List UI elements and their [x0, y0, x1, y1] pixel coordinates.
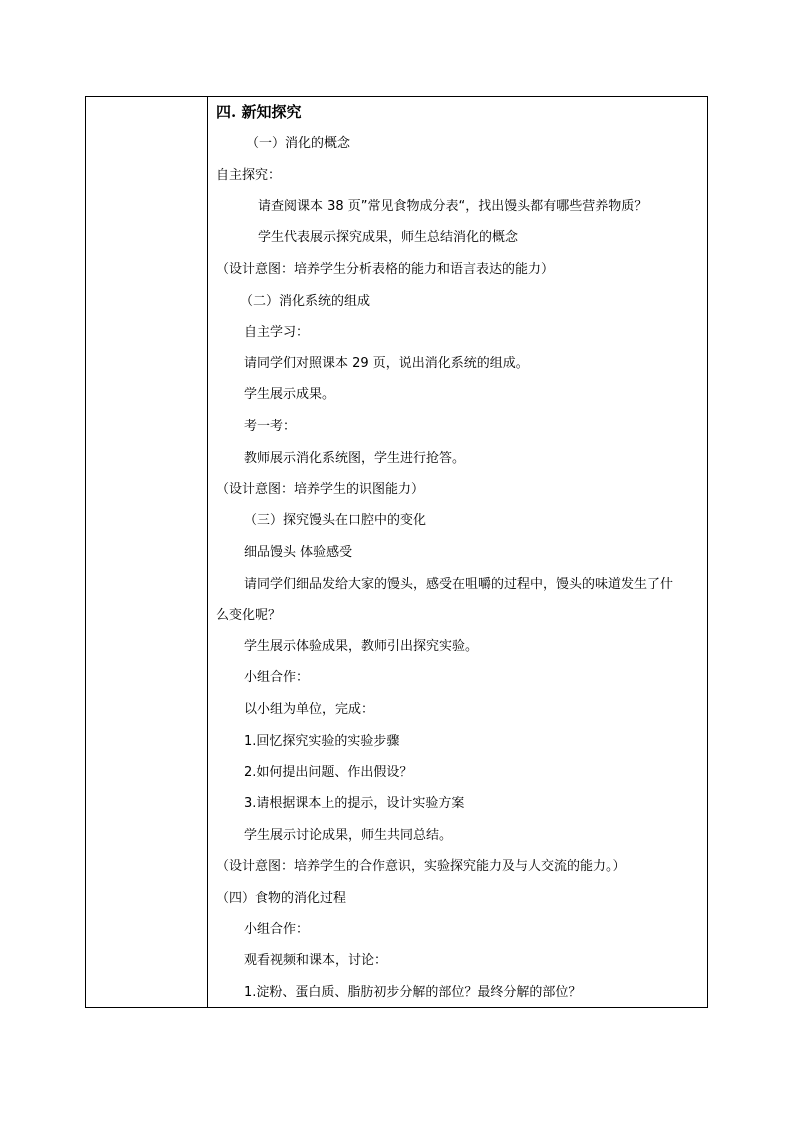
column-divider	[207, 97, 208, 1007]
text-line: 学生代表展示探究成果，师生总结消化的概念	[258, 230, 519, 245]
text-line: 观看视频和课本，讨论：	[244, 953, 388, 968]
text-line: 请查阅课本 38 页”常见食物成分表“，找出馒头都有哪些营养物质？	[258, 199, 648, 214]
design-intent-note: （设计意图：培养学生的合作意识，实验探究能力及与人交流的能力。）	[216, 859, 626, 874]
list-item: 1.淀粉、蛋白质、脂肪初步分解的部位？最终分解的部位？	[244, 985, 582, 1000]
list-item: 3.请根据课本上的提示，设计实验方案	[244, 796, 465, 811]
text-line: 学生展示讨论成果，师生共同总结。	[244, 828, 453, 843]
section-heading: 四. 新知探究	[216, 103, 302, 121]
design-intent-note: （设计意图：培养学生分析表格的能力和语言表达的能力）	[216, 262, 555, 277]
text-line: 请同学们细品发给大家的馒头，感受在咀嚼的过程中，馒头的味道发生了什	[244, 577, 674, 592]
design-intent-note: （设计意图：培养学生的识图能力）	[216, 482, 425, 497]
list-item: 1.回忆探究实验的实验步骤	[244, 734, 400, 749]
text-line: 学生展示体验成果，教师引出探究实验。	[244, 639, 479, 654]
subsection-title: （四）食物的消化过程	[216, 891, 347, 906]
text-line: 请同学们对照课本 29 页，说出消化系统的组成。	[244, 356, 529, 371]
subsection-title: （三）探究馒头在口腔中的变化	[244, 513, 427, 528]
text-line: 么变化呢？	[216, 608, 282, 623]
list-item: 2.如何提出问题、作出假设？	[244, 765, 413, 780]
text-line: 考一考：	[244, 419, 297, 434]
subsection-title: （二）消化系统的组成	[240, 294, 371, 309]
text-line: 教师展示消化系统图，学生进行抢答。	[244, 451, 466, 466]
subsection-title: （一）消化的概念	[246, 136, 351, 151]
text-line: 以小组为单位，完成：	[244, 702, 375, 717]
text-line: 小组合作：	[244, 922, 310, 937]
text-line: 学生展示成果。	[244, 387, 336, 402]
text-line: 自主学习：	[244, 325, 310, 340]
text-line: 自主探究：	[216, 168, 282, 183]
text-line: 细品馒头 体验感受	[244, 545, 353, 560]
left-column-cell	[86, 97, 207, 1007]
text-line: 小组合作：	[244, 670, 310, 685]
